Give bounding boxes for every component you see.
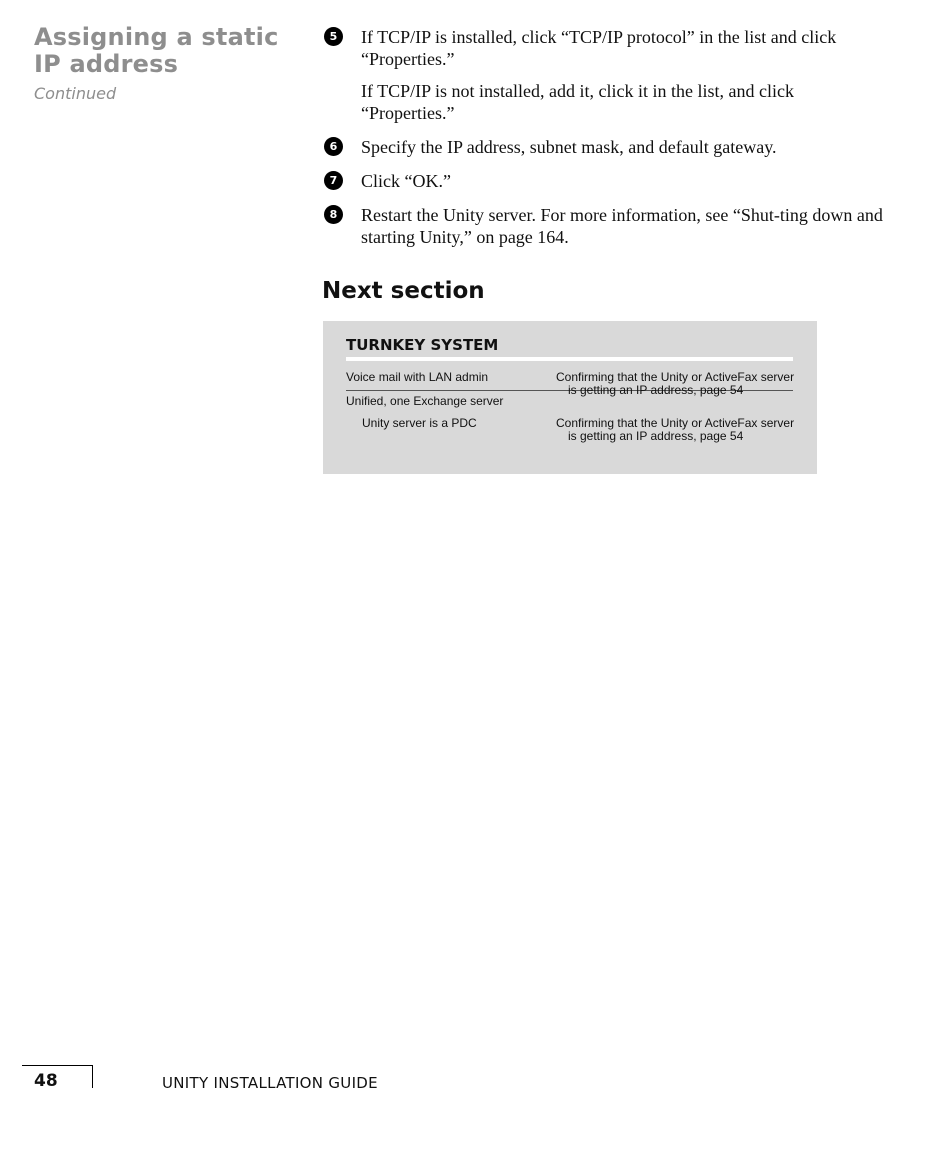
row-label: Voice mail with LAN admin	[346, 370, 489, 384]
step-number-badge: 8	[324, 205, 343, 224]
row-reference-link[interactable]	[556, 417, 796, 443]
row-reference-link[interactable]	[556, 371, 796, 397]
sidebar-heading	[34, 24, 304, 103]
next-section-table	[323, 321, 817, 474]
step-number-badge: 6	[324, 137, 343, 156]
table-row	[346, 370, 795, 397]
section-subtitle: Continued	[34, 84, 117, 103]
step-number-badge: 7	[324, 171, 343, 190]
row-label: Unified, one Exchange server	[346, 394, 504, 408]
step-item	[324, 170, 884, 192]
guide-title: UNITY INSTALLATION GUIDE	[162, 1074, 378, 1092]
step-item	[324, 26, 884, 124]
reference-line: Confirming that the Unity or ActiveFax server	[556, 370, 795, 384]
row-label: Unity server is a PDC	[362, 416, 477, 430]
step-text: Specify the IP address, subnet mask, and default gateway.	[361, 137, 777, 157]
footer-rule	[22, 1065, 93, 1066]
table-title: TURNKEY SYSTEM	[346, 339, 793, 361]
reference-line: Confirming that the Unity or ActiveFax server	[556, 416, 795, 430]
step-text: If TCP/IP is not installed, add it, click it in the list, and click “Properties.”	[361, 81, 794, 123]
footer-rule	[92, 1065, 93, 1088]
step-item	[324, 136, 884, 158]
step-text: If TCP/IP is installed, click “TCP/IP protocol” in the list and click “Properties.”	[361, 27, 837, 69]
page-number: 48	[34, 1071, 58, 1091]
step-item	[324, 204, 884, 248]
table-row	[346, 416, 795, 443]
section-title: Assigning a static IP address	[34, 23, 279, 78]
table-row	[346, 395, 793, 408]
step-text: Restart the Unity server. For more information, see “Shut-ting down and starting Unity,” on page 164.	[361, 205, 883, 247]
reference-line: is getting an IP address, page 54	[568, 383, 744, 397]
next-section-heading: Next section	[322, 278, 485, 304]
step-list	[324, 26, 884, 260]
step-text: Click “OK.”	[361, 171, 451, 191]
step-number-badge: 5	[324, 27, 343, 46]
reference-line: is getting an IP address, page 54	[568, 429, 744, 443]
